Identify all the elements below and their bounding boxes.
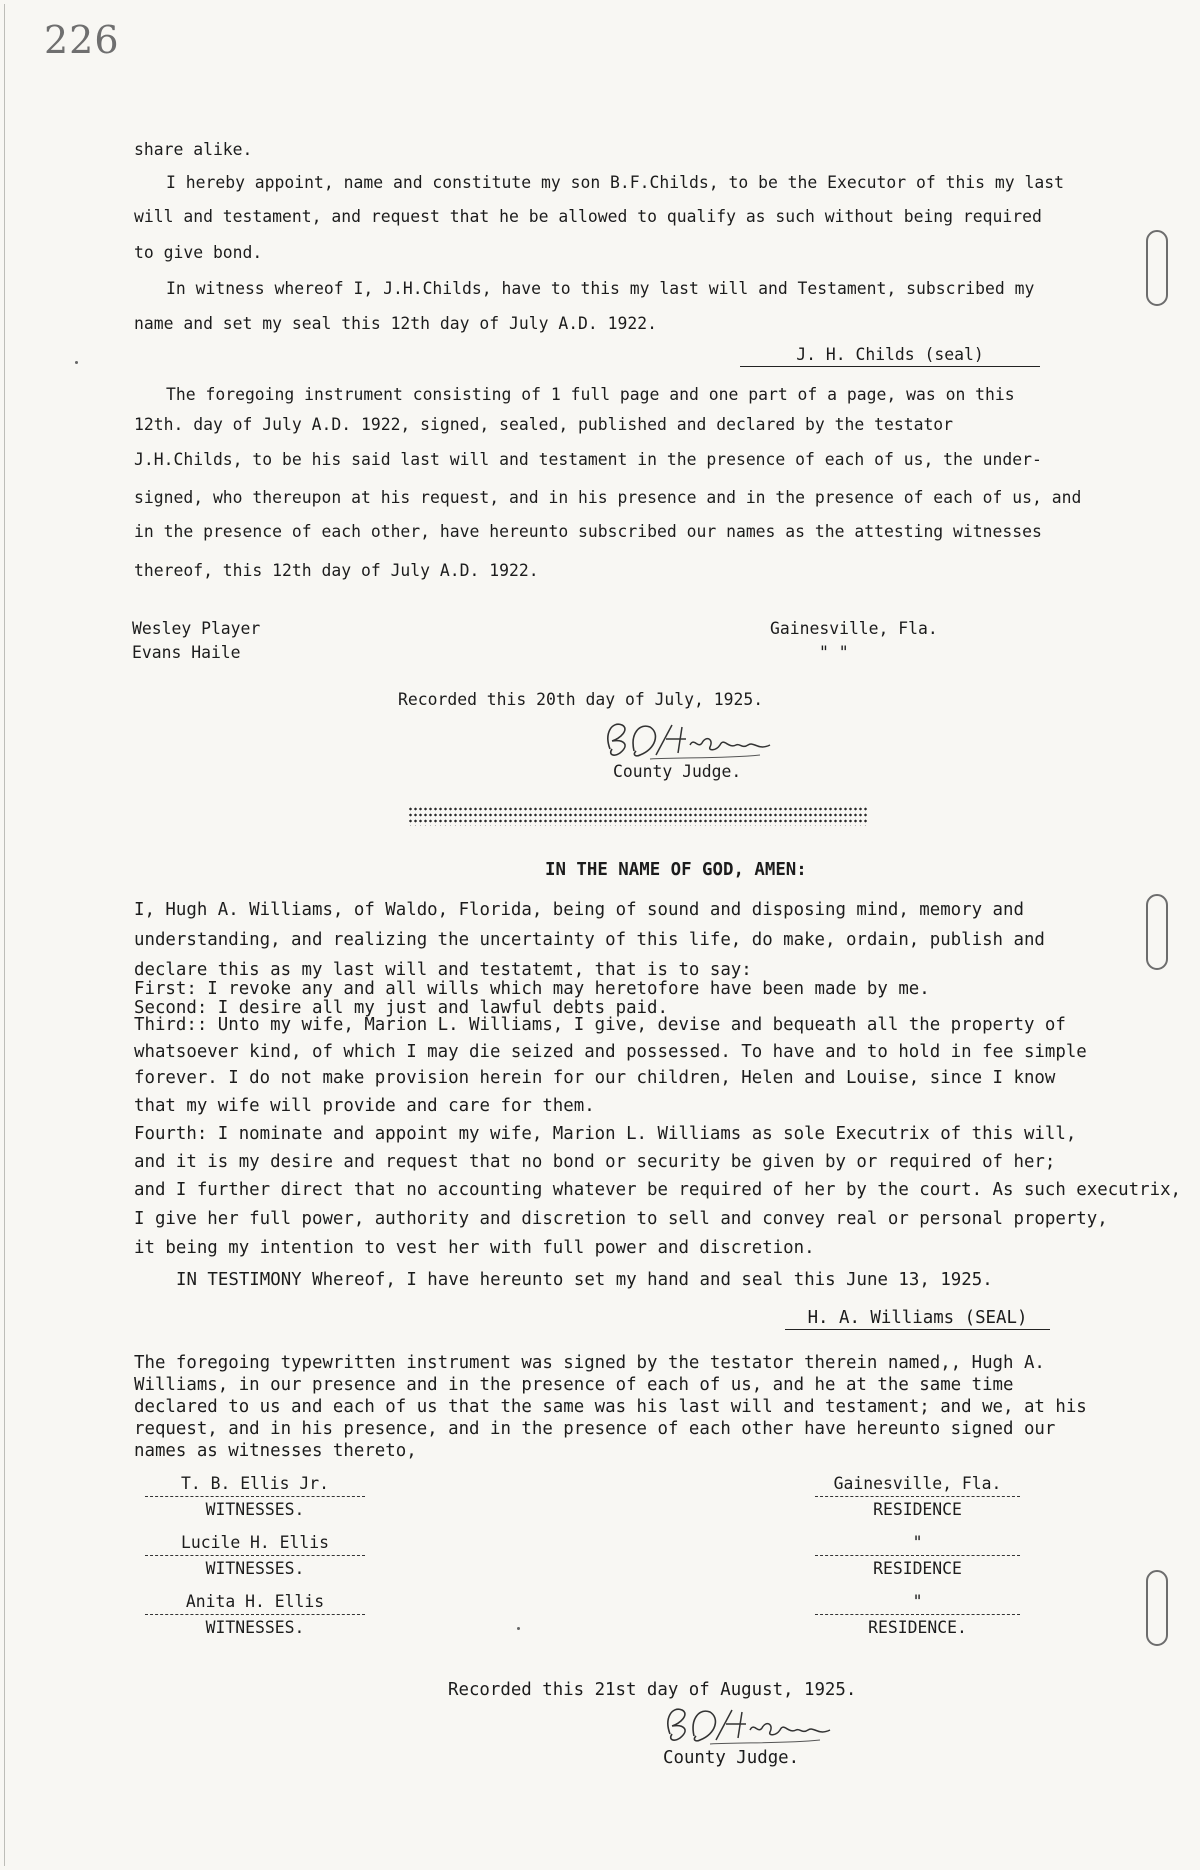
testator-signature-line: J. H. Childs (seal) bbox=[740, 345, 1040, 367]
will-body-line: and it is my desire and request that no bond or security be given by or required of her; bbox=[134, 1152, 1056, 1172]
will-body-line: whatsoever kind, of which I may die seized and possessed. To have and to hold in fee simple bbox=[134, 1042, 1087, 1062]
attestation-line: The foregoing typewritten instrument was signed by the testator therein named,, Hugh A. bbox=[134, 1353, 1045, 1373]
witness-clause-line: In witness whereof I, J.H.Childs, have to this my last will and Testament, subscribed my bbox=[166, 279, 1035, 298]
testimony-clause: IN TESTIMONY Whereof, I have hereunto set my hand and seal this June 13, 1925. bbox=[176, 1270, 993, 1290]
witness-signature-rule bbox=[145, 1614, 365, 1615]
witness-signature-rule bbox=[145, 1555, 365, 1556]
will-body-line: understanding, and realizing the uncertainty of this life, do make, ordain, publish and bbox=[134, 930, 1045, 950]
attestation-line: request, and in his presence, and in the presence of each other have hereunto signed our bbox=[134, 1419, 1056, 1439]
residence-rule bbox=[815, 1555, 1020, 1556]
witness-residence: Gainesville, Fla. bbox=[770, 619, 938, 638]
will-body-line: declare this as my last will and testatemt, that is to say: bbox=[134, 960, 752, 980]
paper-speck bbox=[75, 361, 78, 364]
attestation-line: thereof, this 12th day of July A.D. 1922. bbox=[134, 561, 539, 580]
attestation-line: in the presence of each other, have hereunto subscribed our names as the attesting witnesses bbox=[134, 522, 1042, 541]
attestation-line: The foregoing instrument consisting of 1 full page and one part of a page, was on this bbox=[166, 385, 1015, 404]
attestation-line: Williams, in our presence and in the presence of each of us, and he at the same time bbox=[134, 1375, 1014, 1395]
will-body-line: Second: I desire all my just and lawful debts paid. bbox=[134, 998, 668, 1018]
witness-name: Anita H. Ellis bbox=[185, 1592, 325, 1611]
judge-signature bbox=[650, 1700, 850, 1748]
will-body-line: Third:: Unto my wife, Marion L. Williams, I give, devise and bequeath all the property of bbox=[134, 1015, 1066, 1035]
executor-line: I hereby appoint, name and constitute my son B.F.Childs, to be the Executor of this my last bbox=[166, 173, 1064, 192]
witness-name: Lucile H. Ellis bbox=[180, 1533, 330, 1552]
testator-signature-line: H. A. Williams (SEAL) bbox=[785, 1308, 1050, 1330]
recorded-date: Recorded this 20th day of July, 1925. bbox=[398, 690, 764, 709]
will-heading: IN THE NAME OF GOD, AMEN: bbox=[545, 860, 807, 880]
attestation-line: signed, who thereupon at his request, and in his presence and in the presence of each of us, and bbox=[134, 488, 1082, 507]
residence-value: " bbox=[912, 1592, 923, 1611]
judge-title: County Judge. bbox=[663, 1748, 800, 1768]
executor-line: will and testament, and request that he be allowed to qualify as such without being required bbox=[134, 207, 1042, 226]
residence-value: " bbox=[912, 1533, 923, 1552]
witness-label: WITNESSES. bbox=[205, 1500, 305, 1519]
witness-signature-rule bbox=[145, 1496, 365, 1497]
residence-value: Gainesville, Fla. bbox=[833, 1474, 1002, 1493]
judge-signature bbox=[590, 715, 790, 763]
witness-name: Evans Haile bbox=[132, 643, 241, 662]
attestation-line: 12th. day of July A.D. 1922, signed, sealed, published and declared by the testator bbox=[134, 415, 954, 434]
witness-label: WITNESSES. bbox=[205, 1618, 305, 1637]
residence-rule bbox=[815, 1614, 1020, 1615]
judge-title: County Judge. bbox=[613, 762, 742, 781]
will-body-line: I, Hugh A. Williams, of Waldo, Florida, being of sound and disposing mind, memory and bbox=[134, 900, 1024, 920]
attestation-line: declared to us and each of us that the same was his last will and testament; and we, at his bbox=[134, 1397, 1087, 1417]
attestation-line: names as witnesses thereto, bbox=[134, 1441, 417, 1461]
will-body-line: it being my intention to vest her with full power and discretion. bbox=[134, 1238, 815, 1258]
executor-line: to give bond. bbox=[134, 243, 263, 262]
section-separator bbox=[408, 806, 868, 826]
continuation-text: share alike. bbox=[134, 140, 253, 159]
ditto-marks: " " bbox=[819, 643, 849, 662]
will-body-line: I give her full power, authority and discretion to sell and convey real or personal property, bbox=[134, 1209, 1108, 1229]
will-body-line: Fourth: I nominate and appoint my wife, Marion L. Williams as sole Executrix of this will, bbox=[134, 1124, 1077, 1144]
binder-hole bbox=[1146, 894, 1168, 970]
will-body-line: First: I revoke any and all wills which may heretofore have been made by me. bbox=[134, 979, 930, 999]
attestation-line: J.H.Childs, to be his said last will and testament in the presence of each of us, the under- bbox=[134, 450, 1042, 469]
page-number: 226 bbox=[44, 18, 120, 62]
binder-hole bbox=[1146, 230, 1168, 306]
residence-rule bbox=[815, 1496, 1020, 1497]
paper-speck bbox=[517, 1627, 520, 1630]
witness-label: WITNESSES. bbox=[205, 1559, 305, 1578]
residence-label: RESIDENCE bbox=[873, 1500, 962, 1519]
will-body-line: forever. I do not make provision herein for our children, Helen and Louise, since I know bbox=[134, 1068, 1056, 1088]
witness-name: T. B. Ellis Jr. bbox=[180, 1474, 330, 1493]
will-body-line: and I further direct that no accounting whatever be required of her by the court. As such executrix, bbox=[134, 1180, 1182, 1200]
witness-clause-line: name and set my seal this 12th day of July A.D. 1922. bbox=[134, 314, 658, 333]
will-body-line: that my wife will provide and care for them. bbox=[134, 1096, 595, 1116]
binder-hole bbox=[1146, 1570, 1168, 1646]
recorded-date: Recorded this 21st day of August, 1925. bbox=[448, 1680, 857, 1700]
witness-name: Wesley Player bbox=[132, 619, 261, 638]
residence-label: RESIDENCE bbox=[873, 1559, 962, 1578]
residence-label: RESIDENCE. bbox=[868, 1618, 967, 1637]
